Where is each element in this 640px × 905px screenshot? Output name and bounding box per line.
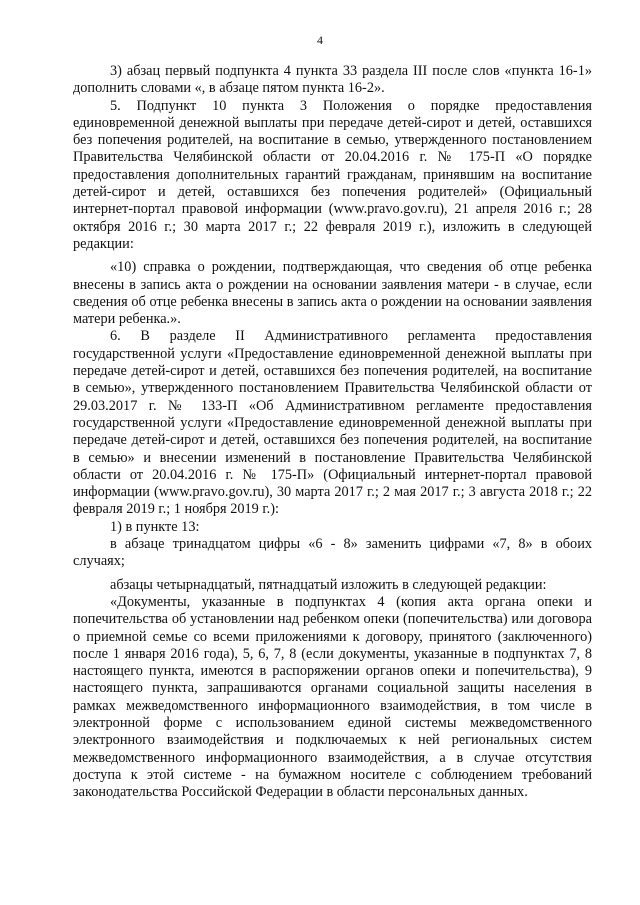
paragraph-6-amendment: 6. В разделе II Административного регламента предоставления государственной услуги «Предоставление единовременной денежной выплаты при передаче детей-сирот и детей, оставшихся без попечения родителей, на воспитание в семью», утвержденного постановлением Правительства Челябинской области от 29.03.2017 г. № 133-П «Об Административном регламенте предоставления государственной услуги «Предоставление единовременной денежной выплаты при передаче детей-сирот и детей, оставшихся без попечения родителей, на воспитание в семью» и внесении изменений в постановление Правительства Челябинской области от 20.04.2016 г. № 175-П» (Официальный интернет-портал правовой информации (www.pravo.gov.ru), 30 марта 2017 г.; 2 мая 2017 г.; 3 августа 2018 г.; 22 февраля 2019 г.; 1 ноября 2019 г.):	[73, 328, 592, 518]
paragraph-5-amendment: 5. Подпункт 10 пункта 3 Положения о порядке предоставления единовременной денежной выплаты при передаче детей-сирот и детей, оставшихся без попечения родителей, на воспитание в семью, утвержденного постановлением Правительства Челябинской области от 20.04.2016 г. № 175-П «О порядке предоставления дополнительных гарантий гражданам, принявшим на воспитание детей-сирот и детей, оставшихся без попечения родителей» (Официальный интернет-портал правовой информации (www.pravo.gov.ru), 21 апреля 2016 г.; 28 октября 2016 г.; 30 марта 2017 г.; 22 февраля 2019 г.), изложить в следующей редакции:	[73, 97, 592, 252]
document-body	[73, 63, 592, 801]
paragraph-documents-quote: «Документы, указанные в подпунктах 4 (копия акта органа опеки и попечительства об установлении над ребенком опеки (попечительства) или договора о приемной семье со всеми приложениями к договору, принятого (заключенного) после 1 января 2016 года), 5, 6, 7, 8 (если документы, указанные в подпунктах 7, 8 настоящего пункта, имеются в распоряжении органов опеки и попечительства), 9 настоящего пункта, запрашиваются органами социальной защиты населения в рамках межведомственного информационного взаимодействия, в том числе в электронной форме с использованием единой системы межведомственного электронного взаимодействия и подключаемых к ней региональных систем межведомственного информационного взаимодействия, а в случае отсутствия доступа к этой системе - на бумажном носителе с соблюдением требований законодательства Российской Федерации в области персональных данных.	[73, 593, 592, 801]
paragraph-thirteenth-abzac: в абзаце тринадцатом цифры «6 - 8» заменить цифрами «7, 8» в обоих случаях;	[73, 536, 592, 570]
paragraph-new-subpoint-10: «10) справка о рождении, подтверждающая, что сведения об отце ребенка внесены в запись акта о рождении на основании заявления матери - в случае, если сведения об отце ребенка внесены в запись акта о рождении на основании заявления матери ребенка.».	[73, 259, 592, 328]
page-number: 4	[317, 33, 323, 47]
paragraph-point-13: 1) в пункте 13:	[110, 518, 200, 535]
paragraph-3-amendment: 3) абзац первый подпункта 4 пункта 33 раздела III после слов «пункта 16-1» дополнить словами «, в абзаце пятом пункта 16-2».	[73, 63, 592, 97]
paragraph-fourteenth-fifteenth-abzac: абзацы четырнадцатый, пятнадцатый изложить в следующей редакции:	[110, 576, 547, 593]
